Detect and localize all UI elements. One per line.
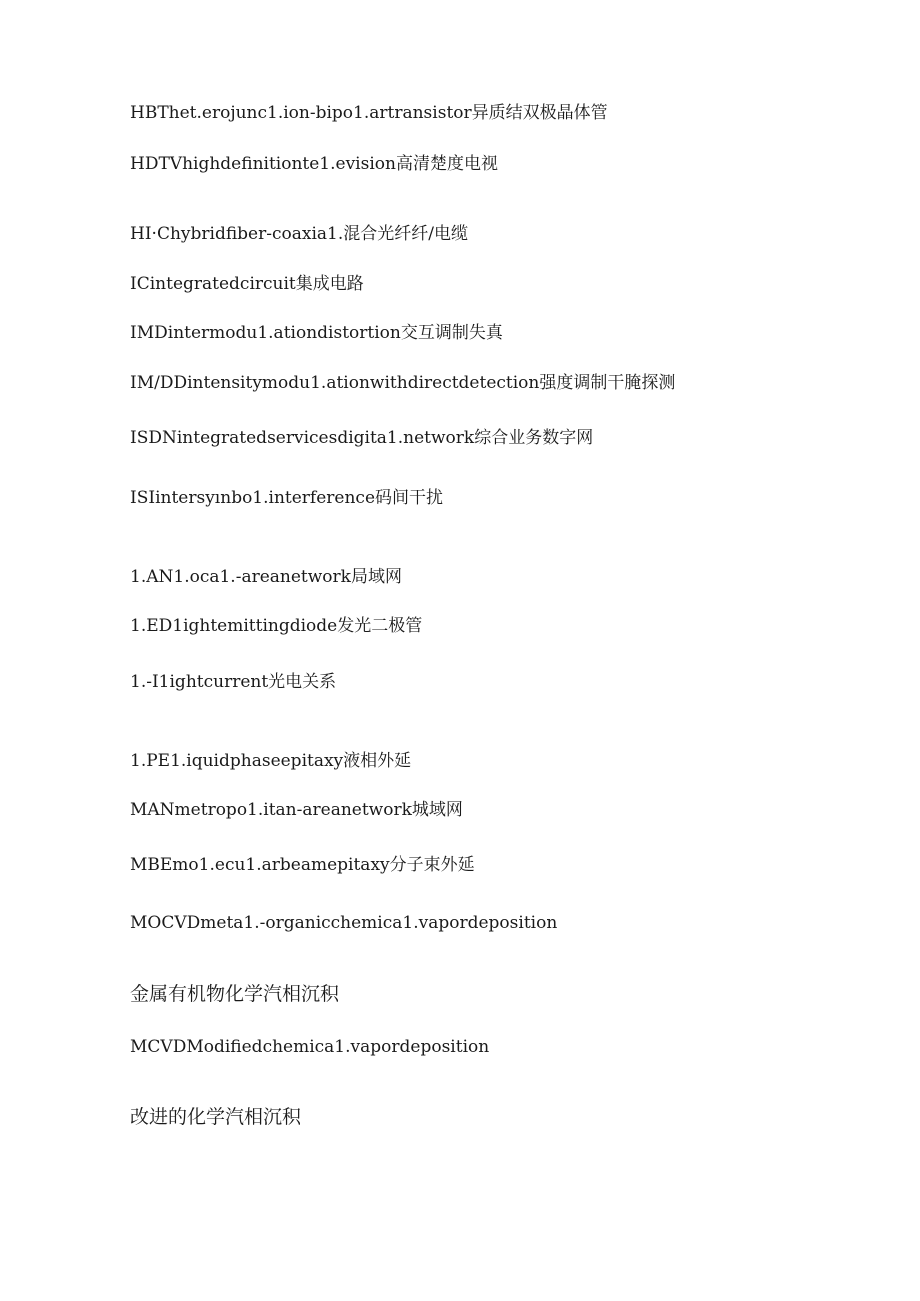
glossary-entry-imd: IMDintermodu1.ationdistortion交互调制失真: [130, 323, 503, 343]
glossary-entry-hdtv: HDTVhighdefinitionte1.evision高清楚度电视: [130, 154, 498, 174]
glossary-entry-mcvd: MCVDModifiedchemica1.vapordeposition: [130, 1037, 490, 1057]
glossary-entry-im-dd: IM/DDintensitymodu1.ationwithdirectdetection强度调制干腌探测: [130, 373, 676, 393]
glossary-entry-isdn: ISDNintegratedservicesdigita1.network综合业务数字网: [130, 428, 594, 448]
glossary-entry-li: 1.-I1ightcurrent光电关系: [130, 672, 337, 692]
glossary-entry-isi: ISIintersyınbo1.interference码间干扰: [130, 488, 444, 508]
glossary-entry-mbe: MBEmo1.ecu1.arbeamepitaxy分子束外延: [130, 855, 475, 875]
glossary-entry-hbt: HBThet.erojunc1.ion-bipo1.artransistor异质结双极晶体管: [130, 103, 608, 123]
glossary-entry-ic: ICintegratedcircuit集成电路: [130, 274, 364, 294]
glossary-entry-led: 1.ED1ightemittingdiode发光二极管: [130, 616, 423, 636]
glossary-entry-mocvd-translation: 金属有机物化学汽相沉积: [130, 983, 340, 1005]
glossary-entry-lpe: 1.PE1.iquidphaseepitaxy液相外延: [130, 751, 412, 771]
glossary-entry-hfc: HI·Chybridfiber-coaxia1.混合光纤纤/电缆: [130, 224, 468, 244]
glossary-entry-mocvd: MOCVDmeta1.-organicchemica1.vapordeposition: [130, 913, 558, 933]
glossary-entry-lan: 1.AN1.oca1.-areanetwork局域网: [130, 567, 402, 587]
glossary-entry-man: MANmetropo1.itan-areanetwork城域网: [130, 800, 463, 820]
glossary-entry-mcvd-translation: 改进的化学汽相沉积: [130, 1106, 302, 1128]
